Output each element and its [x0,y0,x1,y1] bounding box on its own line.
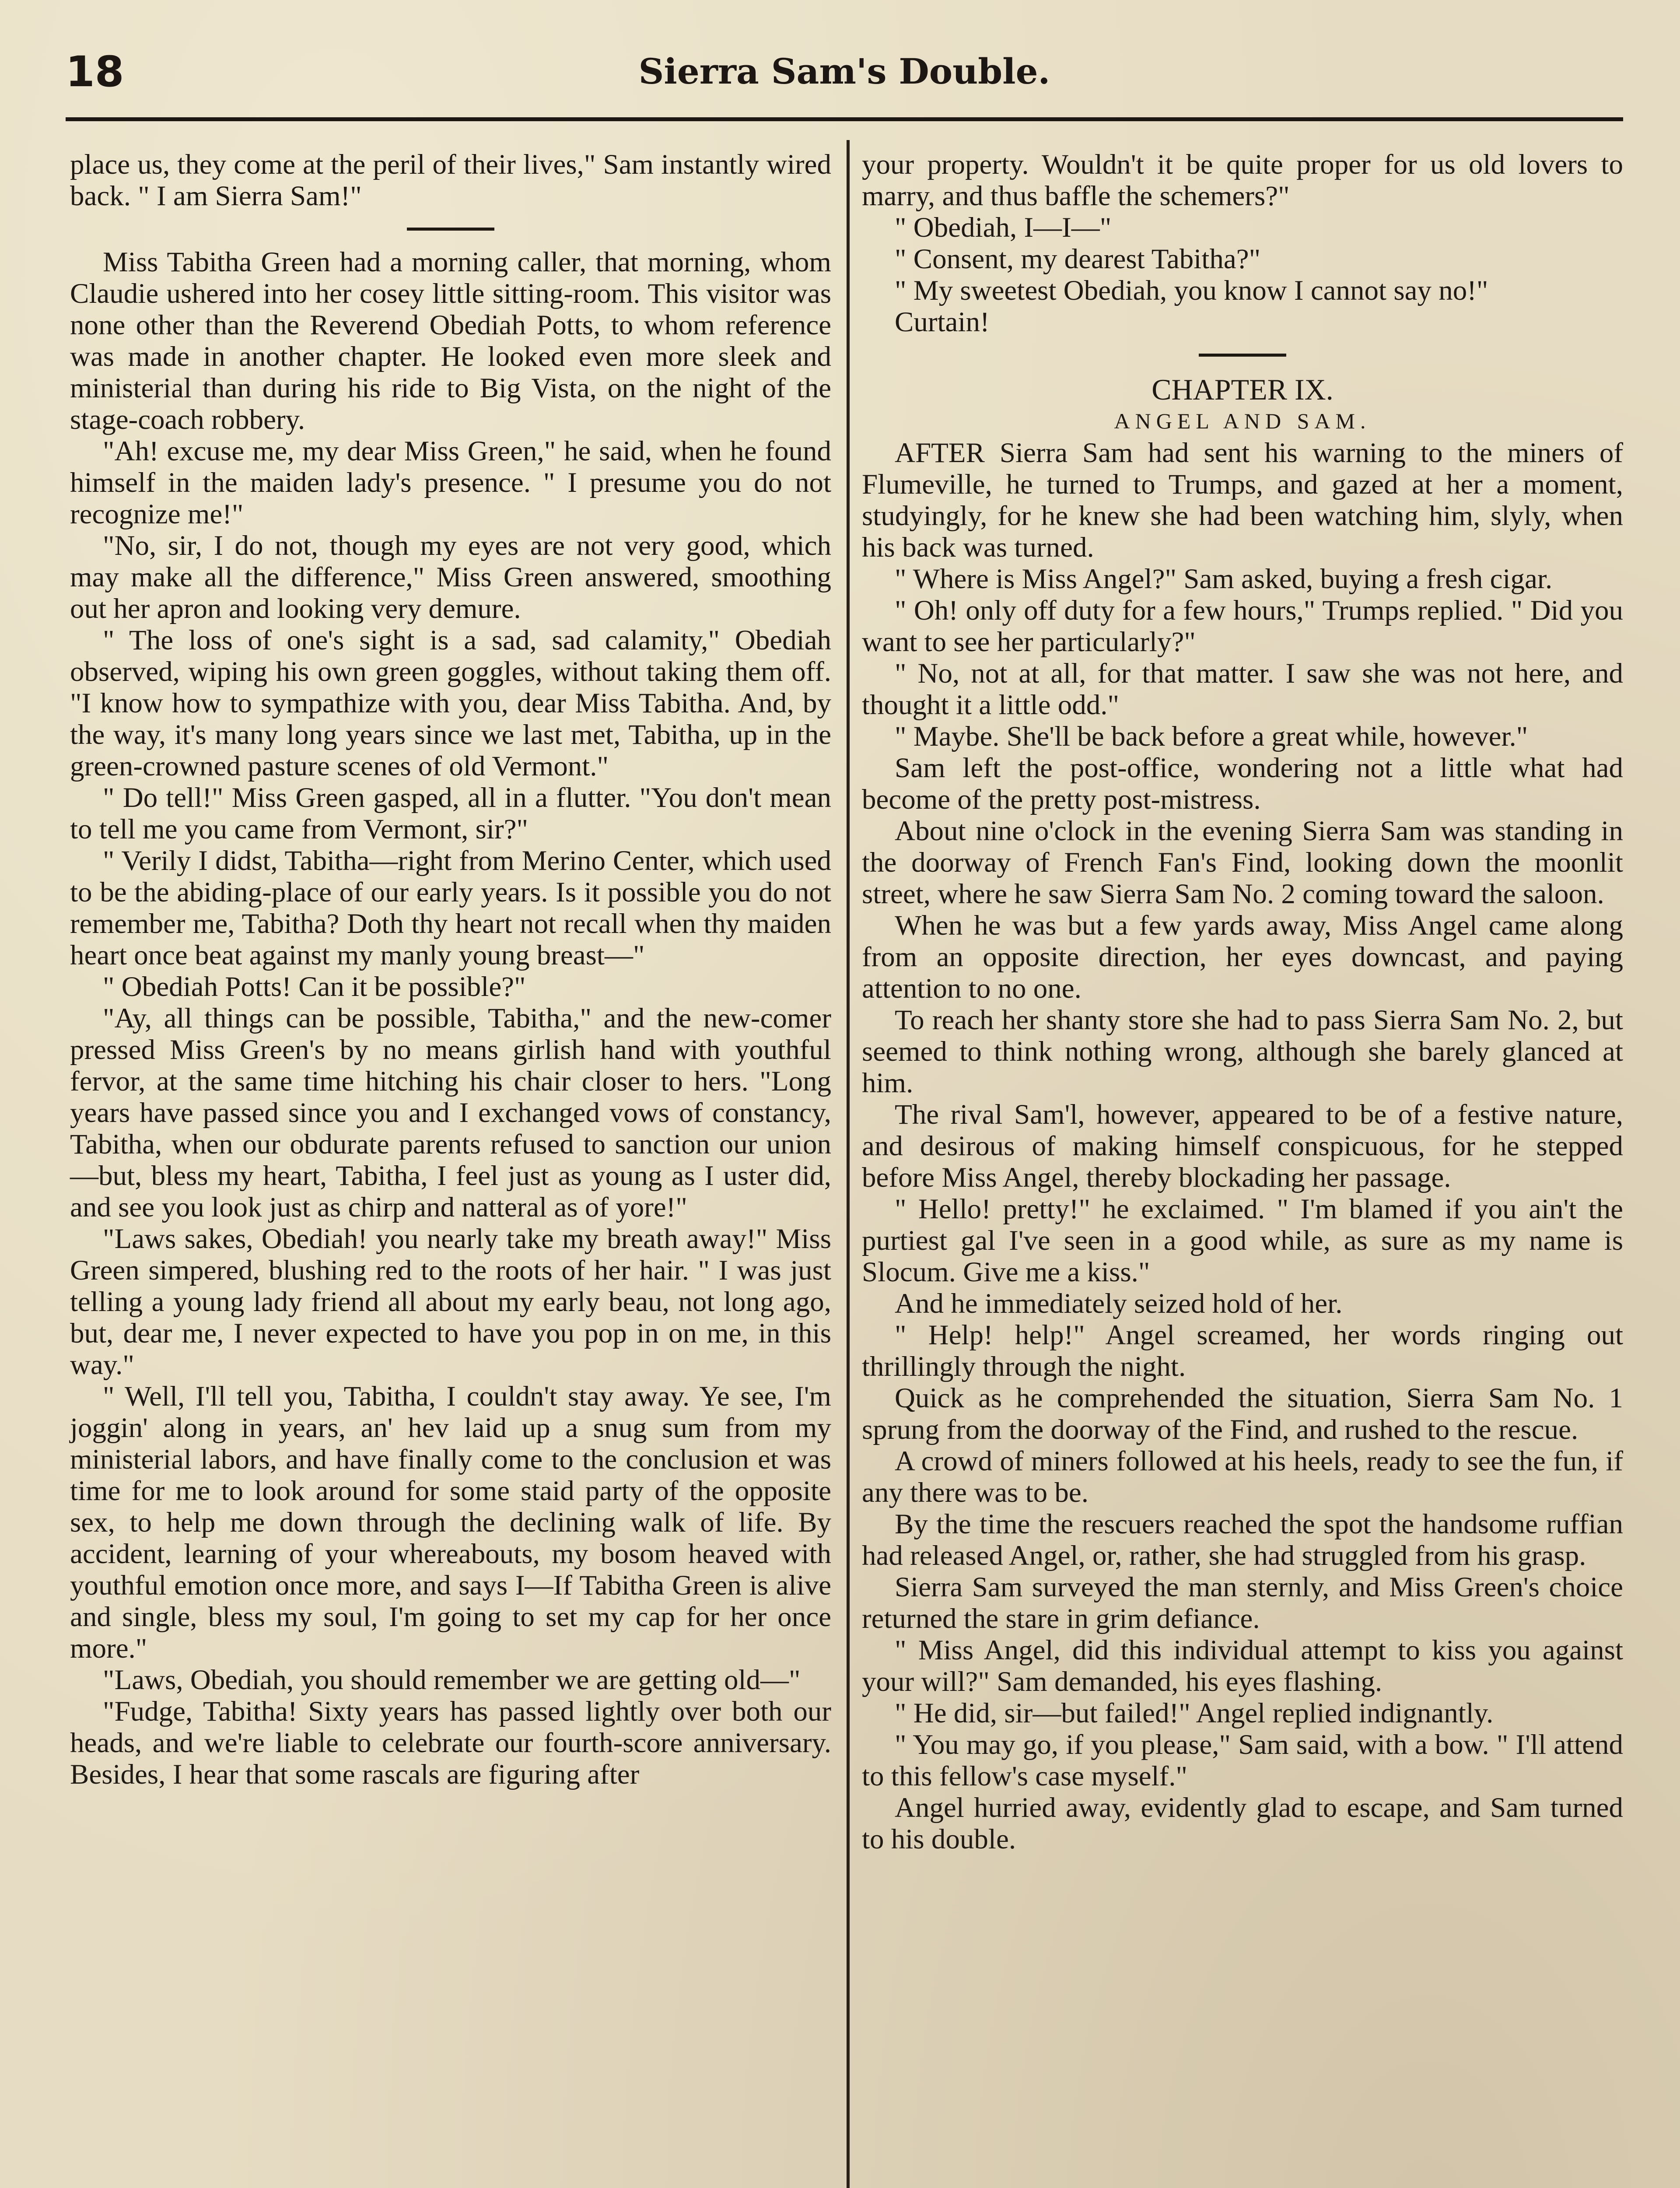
paragraph: A crowd of miners followed at his heels, ready to see the fun, if any there was to be. [862,1445,1623,1508]
paragraph: your property. Wouldn't it be quite proper for us old lovers to marry, and thus baffle the schemers?" [862,149,1623,212]
paragraph: " Where is Miss Angel?" Sam asked, buying a fresh cigar. [895,563,1553,595]
paragraph: To reach her shanty store she had to pass Sierra Sam No. 2, but seemed to think nothing wrong, although she barely glanced at him. [862,1004,1623,1099]
paragraph: AFTER Sierra Sam had sent his warning to the miners of Flumeville, he turned to Trumps, and gazed at her a moment, studyingly, for he knew she had been watching him, slyly, when his back was turned. [862,437,1623,563]
paragraph: " Verily I didst, Tabitha—right from Merino Center, which used to be the abiding-place of our early years. Is it possible you do not remember me, Tabitha? Doth thy heart not recall when thy maiden heart once beat against my manly young breast—" [70,845,831,971]
right-column [862,149,1623,1855]
paragraph: Angel hurried away, evidently glad to escape, and Sam turned to his double. [862,1792,1623,1855]
paragraph: Miss Tabitha Green had a morning caller, that morning, whom Claudie ushered into her cosey little sitting-room. This visitor was none other than the Reverend Obediah Potts, to whom reference was made in another chapter. He looked even more sleek and ministerial than during his ride to Big Vista, on the night of the stage-coach robbery. [70,246,831,435]
paragraph: " Hello! pretty!" he exclaimed. " I'm blamed if you ain't the purtiest gal I've seen in a good while, as sure as my name is Slocum. Give me a kiss." [862,1193,1623,1288]
paragraph: About nine o'clock in the evening Sierra Sam was standing in the doorway of French Fan's Find, looking down the moonlit street, where he saw Sierra Sam No. 2 coming toward the saloon. [862,815,1623,910]
paragraph: Quick as he comprehended the situation, Sierra Sam No. 1 sprung from the doorway of the Find, and rushed to the rescue. [862,1382,1623,1445]
paragraph: " Well, I'll tell you, Tabitha, I couldn't stay away. Ye see, I'm joggin' along in years, an' hev laid up a snug sum from my ministerial labors, and have finally come to the conclusion et was time for me to look around for some staid party of the opposite sex, to help me down through the declining walk of life. By accident, learning of your whereabouts, my bosom heaved with youthful emotion once more, and says I—If Tabitha Green is alive and single, bless my soul, I'm going to set my cap for her once more." [70,1381,831,1664]
paragraph: " Help! help!" Angel screamed, her words ringing out thrillingly through the night. [862,1319,1623,1382]
paragraph: "Laws sakes, Obediah! you nearly take my breath away!" Miss Green simpered, blushing red to the roots of her hair. " I was just telling a young lady friend all about my early beau, not long ago, but, dear me, I never expected to have you pop in on me, in this way." [70,1223,831,1381]
paragraph: Sierra Sam surveyed the man sternly, and Miss Green's choice returned the stare in grim defiance. [862,1571,1623,1634]
paragraph: Curtain! [895,306,990,338]
page-header [66,47,1623,113]
paragraph: " He did, sir—but failed!" Angel replied indignantly. [895,1697,1494,1729]
paragraph: By the time the rescuers reached the spot the handsome ruffian had released Angel, or, rather, she had struggled from his grasp. [862,1508,1623,1571]
page-number: 18 [66,47,124,96]
paragraph: " You may go, if you please," Sam said, with a bow. " I'll attend to this fellow's case myself." [862,1729,1623,1792]
header-rule [66,117,1623,121]
paragraph: "No, sir, I do not, though my eyes are not very good, which may make all the difference," Miss Green answered, smoothing out her apron and looking very demure. [70,530,831,624]
paragraph: " Miss Angel, did this individual attempt to kiss you against your will?" Sam demanded, his eyes flashing. [862,1634,1623,1697]
paragraph: " The loss of one's sight is a sad, sad calamity," Obediah observed, wiping his own green goggles, without taking them off. "I know how to sympathize with you, dear Miss Tabitha. And, by the way, it's many long years since we last met, Tabitha, up in the green-crowned pasture scenes of old Vermont." [70,624,831,782]
paragraph: "Laws, Obediah, you should remember we are getting old—" [103,1664,801,1696]
paragraph: " Consent, my dearest Tabitha?" [895,243,1261,275]
section-separator [407,228,494,231]
chapter-subtitle: ANGEL AND SAM. [1114,409,1371,433]
paragraph: " Obediah Potts! Can it be possible?" [103,971,526,1003]
chapter-title: CHAPTER IX. [1152,373,1334,406]
paragraph: " Maybe. She'll be back before a great while, however." [895,721,1528,752]
paragraph: place us, they come at the peril of their lives," Sam instantly wired back. " I am Sierra Sam!" [70,149,831,212]
column-divider [847,140,850,2188]
paragraph: " My sweetest Obediah, you know I cannot say no!" [895,275,1488,306]
paragraph: "Ah! excuse me, my dear Miss Green," he said, when he found himself in the maiden lady's presence. " I presume you do not recognize me!" [70,435,831,530]
paragraph: When he was but a few yards away, Miss Angel came along from an opposite direction, her eyes downcast, and paying attention to no one. [862,910,1623,1004]
paragraph: And he immediately seized hold of her. [895,1288,1343,1319]
paragraph: " No, not at all, for that matter. I saw she was not here, and thought it a little odd." [862,658,1623,721]
paragraph: " Obediah, I—I—" [895,212,1112,243]
paragraph: " Do tell!" Miss Green gasped, all in a flutter. "You don't mean to tell me you came from Vermont, sir?" [70,782,831,845]
paragraph: The rival Sam'l, however, appeared to be of a festive nature, and desirous of making himself conspicuous, for he stepped before Miss Angel, thereby blockading her passage. [862,1099,1623,1193]
section-separator [1199,354,1286,357]
paragraph: "Fudge, Tabitha! Sixty years has passed lightly over both our heads, and we're liable to celebrate our fourth-score anniversary. Besides, I hear that some rascals are figuring after [70,1696,831,1790]
left-column [70,149,831,1790]
paragraph: " Oh! only off duty for a few hours," Trumps replied. " Did you want to see her particularly?" [862,595,1623,658]
paragraph: Sam left the post-office, wondering not a little what had become of the pretty post-mistress. [862,752,1623,815]
paragraph: "Ay, all things can be possible, Tabitha," and the new-comer pressed Miss Green's by no means girlish hand with youthful fervor, at the same time hitching his chair closer to hers. "Long years have passed since you and I exchanged vows of constancy, Tabitha, when our obdurate parents refused to sanction our union—but, bless my heart, Tabitha, I feel just as young as I uster did, and see you look just as chirp and natteral as of yore!" [70,1003,831,1223]
running-title: Sierra Sam's Double. [638,51,1050,92]
